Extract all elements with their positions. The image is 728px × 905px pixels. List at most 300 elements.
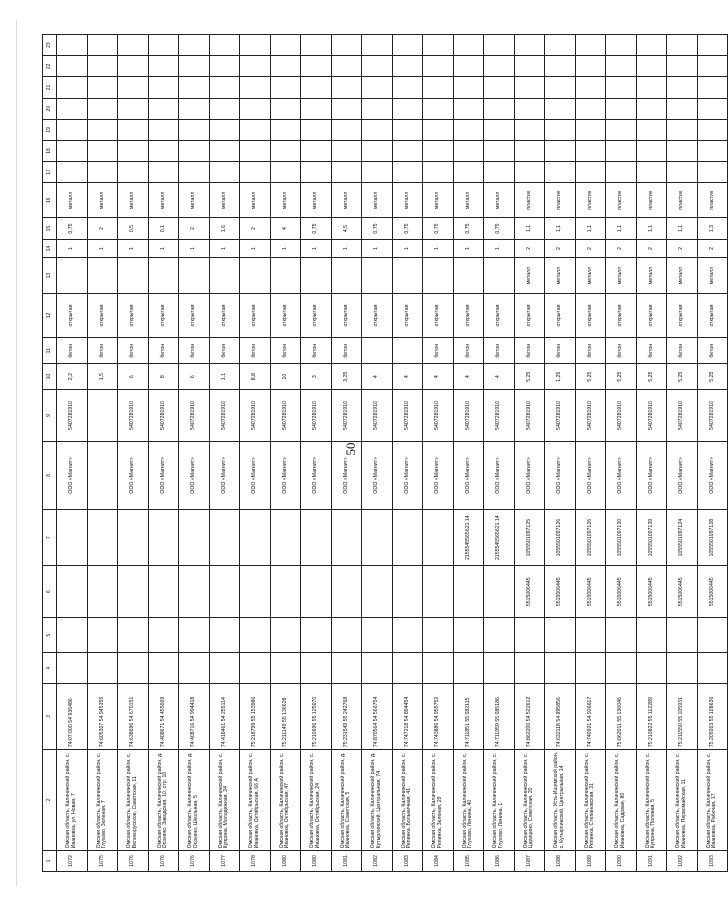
- table-cell: открытая: [545, 293, 576, 338]
- table-cell: [331, 140, 362, 161]
- table-cell: [362, 56, 393, 77]
- table-cell: 2: [240, 218, 271, 239]
- table-cell: [423, 258, 454, 293]
- table-cell: металл: [453, 183, 484, 218]
- table-cell: [423, 119, 454, 140]
- table-cell: открытая: [575, 293, 606, 338]
- table-cell: ООО «Магнит»: [484, 441, 515, 509]
- table-cell: Омская область, Калачинский район, с. Ивановка, Садовая, 80: [606, 749, 637, 850]
- table-cell: [87, 618, 118, 653]
- table-cell: [667, 618, 698, 653]
- table-cell: бетон: [606, 338, 637, 364]
- table-cell: [667, 98, 698, 119]
- table-cell: [270, 566, 301, 618]
- table-cell: [270, 119, 301, 140]
- column-header: 8: [43, 441, 57, 509]
- table-cell: Омская область, Калачинский район, с. Куприна, Молодежная, 24: [209, 749, 240, 850]
- table-cell: [240, 162, 271, 183]
- table-cell: 6: [118, 364, 149, 390]
- table-cell: [392, 338, 423, 364]
- table-cell: металл: [270, 183, 301, 218]
- table-cell: [514, 98, 545, 119]
- column-header: 14: [43, 239, 57, 258]
- table-cell: 5515006445: [697, 566, 728, 618]
- table-cell: [240, 35, 271, 56]
- table-cell: [636, 618, 667, 653]
- table-cell: открытая: [453, 293, 484, 338]
- table-cell: [636, 77, 667, 98]
- table-cell: открытая: [697, 293, 728, 338]
- table-cell: [87, 162, 118, 183]
- table-cell: 1089: [575, 850, 606, 871]
- table-cell: 2: [697, 239, 728, 258]
- table-cell: 1076: [148, 850, 179, 871]
- table-cell: [148, 98, 179, 119]
- table-cell: 3: [301, 364, 332, 390]
- table-cell: металл: [148, 183, 179, 218]
- table-cell: [118, 162, 149, 183]
- table-cell: 5407281910: [484, 390, 515, 442]
- table-cell: открытая: [514, 293, 545, 338]
- table-cell: [484, 77, 515, 98]
- table-cell: бетон: [301, 338, 332, 364]
- table-cell: 2,2: [57, 364, 88, 390]
- table-cell: 1,1: [514, 218, 545, 239]
- table-cell: [514, 653, 545, 684]
- table-cell: Омская область, Калачинский район, с. Ивановка, Октябрьская, 24: [301, 749, 332, 850]
- table-cell: [545, 98, 576, 119]
- table-cell: [240, 566, 271, 618]
- table-cell: 5407281910: [209, 390, 240, 442]
- table-cell: [179, 119, 210, 140]
- table-cell: [423, 653, 454, 684]
- table-cell: [118, 98, 149, 119]
- table-cell: 0,1: [148, 218, 179, 239]
- table-cell: 5407281910: [423, 390, 454, 442]
- table-cell: 1084: [423, 850, 454, 871]
- table-cell: 75:062011 55 136046: [606, 683, 637, 749]
- table-cell: [57, 566, 88, 618]
- table-row: [240, 35, 271, 872]
- table-cell: 4: [423, 364, 454, 390]
- table-cell: ООО «Магнит»: [331, 441, 362, 509]
- table-header-row: [43, 35, 57, 872]
- column-header: 1: [43, 850, 57, 871]
- table-cell: [636, 35, 667, 56]
- column-header: 17: [43, 162, 57, 183]
- table-cell: 0,75: [392, 218, 423, 239]
- table-cell: 1,3: [697, 218, 728, 239]
- table-cell: 1,1: [575, 218, 606, 239]
- table-cell: [209, 258, 240, 293]
- table-cell: бетон: [331, 338, 362, 364]
- table-cell: [57, 162, 88, 183]
- registry-table: [42, 34, 728, 872]
- table-cell: [484, 566, 515, 618]
- table-cell: [87, 56, 118, 77]
- table-cell: [148, 119, 179, 140]
- table-cell: Омская область, Калачинский район, с. Великорусское, Советская, 11: [118, 749, 149, 850]
- table-cell: 1075: [87, 850, 118, 871]
- table-cell: 1055501097130: [606, 509, 637, 565]
- table-cell: Омская область, Калачинский район, с. Ивановка, Октябрьская, 66 А: [240, 749, 271, 850]
- table-cell: бетон: [148, 338, 179, 364]
- table-cell: 1093: [697, 850, 728, 871]
- table-cell: 0,75: [453, 218, 484, 239]
- table-cell: [148, 56, 179, 77]
- table-cell: 4,5: [331, 218, 362, 239]
- table-row: [331, 35, 362, 872]
- table-cell: ООО «Магнит»: [301, 441, 332, 509]
- table-cell: Омская область, Калачинский район, с. Куприна, Полевая, 5: [636, 749, 667, 850]
- table-cell: [606, 653, 637, 684]
- table-cell: 74:408671 54 455069: [148, 683, 179, 749]
- table-cell: [453, 77, 484, 98]
- table-cell: [667, 56, 698, 77]
- table-cell: металл: [606, 258, 637, 293]
- table-cell: Омская область, Калачинский район, с. Репинка, Больничная, 41: [392, 749, 423, 850]
- table-cell: Омская область, Калачинский район, с. Ивановка, Октябрьская, 47: [270, 749, 301, 850]
- table-cell: ООО «Магнит»: [606, 441, 637, 509]
- table-cell: [697, 140, 728, 161]
- table-cell: [514, 35, 545, 56]
- table-cell: металл: [209, 183, 240, 218]
- table-row: [484, 35, 515, 872]
- table-cell: металл: [697, 258, 728, 293]
- table-cell: [545, 35, 576, 56]
- table-cell: [118, 258, 149, 293]
- table-cell: ООО «Магнит»: [148, 441, 179, 509]
- table-cell: [240, 98, 271, 119]
- table-row: [179, 35, 210, 872]
- table-cell: [545, 119, 576, 140]
- table-cell: [87, 258, 118, 293]
- table-cell: [87, 77, 118, 98]
- table-cell: [575, 162, 606, 183]
- table-cell: 5407281910: [636, 390, 667, 442]
- table-cell: [545, 140, 576, 161]
- table-cell: металл: [179, 183, 210, 218]
- table-cell: Омская область, Калачинский район, с. Глухово, Ленина, 1: [484, 749, 515, 850]
- table-cell: [606, 77, 637, 98]
- table-cell: [331, 119, 362, 140]
- table-cell: 2: [87, 218, 118, 239]
- table-cell: [453, 618, 484, 653]
- table-row: [209, 35, 240, 872]
- table-cell: [270, 77, 301, 98]
- table-cell: [209, 509, 240, 565]
- table-cell: [423, 566, 454, 618]
- table-cell: [606, 35, 637, 56]
- table-cell: [667, 77, 698, 98]
- table-cell: [392, 140, 423, 161]
- table-cell: [148, 653, 179, 684]
- table-cell: бетон: [636, 338, 667, 364]
- table-cell: ООО «Магнит»: [392, 441, 423, 509]
- table-row: [148, 35, 179, 872]
- table-cell: [575, 140, 606, 161]
- table-cell: [209, 162, 240, 183]
- table-cell: 0,75: [301, 218, 332, 239]
- table-cell: [301, 618, 332, 653]
- table-cell: [240, 509, 271, 565]
- table-cell: открытая: [606, 293, 637, 338]
- table-cell: [392, 35, 423, 56]
- table-cell: 2155545565621 14: [484, 509, 515, 565]
- table-cell: [514, 618, 545, 653]
- table-cell: [606, 140, 637, 161]
- table-cell: [240, 140, 271, 161]
- table-row: [423, 35, 454, 872]
- table-cell: [575, 618, 606, 653]
- table-cell: 0,75: [484, 218, 515, 239]
- table-cell: [667, 35, 698, 56]
- table-cell: 1: [392, 239, 423, 258]
- table-cell: 5407281910: [392, 390, 423, 442]
- table-cell: [697, 162, 728, 183]
- table-cell: [392, 98, 423, 119]
- table-cell: [697, 618, 728, 653]
- table-cell: ООО «Магнит»: [667, 441, 698, 509]
- table-cell: [484, 56, 515, 77]
- table-cell: 3,25: [331, 364, 362, 390]
- table-cell: металл: [362, 183, 393, 218]
- table-row: [514, 35, 545, 872]
- table-cell: 8: [148, 364, 179, 390]
- table-cell: [362, 162, 393, 183]
- table-cell: открытая: [484, 293, 515, 338]
- table-cell: [179, 509, 210, 565]
- table-cell: [636, 162, 667, 183]
- table-cell: 6: [179, 364, 210, 390]
- table-cell: [362, 119, 393, 140]
- table-cell: [697, 119, 728, 140]
- table-cell: 0,75: [362, 218, 393, 239]
- table-cell: открытая: [667, 293, 698, 338]
- table-cell: [362, 618, 393, 653]
- table-cell: ООО «Магнит»: [362, 441, 393, 509]
- table-cell: бетон: [697, 338, 728, 364]
- table-cell: 5407281910: [514, 390, 545, 442]
- table-cell: [636, 140, 667, 161]
- table-cell: 4: [362, 364, 393, 390]
- table-cell: 74:870564 54 566754: [362, 683, 393, 749]
- table-cell: [362, 77, 393, 98]
- table-cell: [453, 653, 484, 684]
- table-row: [636, 35, 667, 872]
- table-cell: ООО «Магнит»: [240, 441, 271, 509]
- table-cell: [636, 56, 667, 77]
- table-cell: [697, 77, 728, 98]
- table-cell: бетон: [57, 338, 88, 364]
- table-cell: металл: [575, 258, 606, 293]
- table-cell: [179, 56, 210, 77]
- table-cell: [301, 509, 332, 565]
- table-cell: металл: [484, 183, 515, 218]
- table-cell: [575, 98, 606, 119]
- table-cell: 1081: [331, 850, 362, 871]
- table-cell: [331, 77, 362, 98]
- table-cell: [453, 119, 484, 140]
- table-cell: [606, 162, 637, 183]
- table-cell: [301, 77, 332, 98]
- table-cell: [240, 77, 271, 98]
- table-cell: [667, 140, 698, 161]
- table-cell: [575, 56, 606, 77]
- table-row: [545, 35, 576, 872]
- table-cell: ООО «Магнит»: [514, 441, 545, 509]
- table-row: [575, 35, 606, 872]
- table-cell: ООО «Магнит»: [697, 441, 728, 509]
- table-row: [270, 35, 301, 872]
- table-cell: [148, 258, 179, 293]
- table-cell: [423, 140, 454, 161]
- table-cell: [392, 258, 423, 293]
- table-cell: [301, 35, 332, 56]
- table-cell: 1,5: [87, 364, 118, 390]
- table-cell: [179, 140, 210, 161]
- table-cell: [240, 653, 271, 684]
- table-cell: [209, 119, 240, 140]
- table-cell: бетон: [270, 338, 301, 364]
- table-cell: Омская область, Калачинский район, с. Глухово, Зеленая, 7: [87, 749, 118, 850]
- table-cell: [697, 98, 728, 119]
- table-cell: 2: [545, 239, 576, 258]
- table-cell: [179, 566, 210, 618]
- table-cell: [362, 140, 393, 161]
- table-cell: [484, 98, 515, 119]
- table-cell: 1,1: [636, 218, 667, 239]
- table-cell: [87, 390, 118, 442]
- table-row: [118, 35, 149, 872]
- table-cell: 1085: [453, 850, 484, 871]
- table-cell: 4: [270, 218, 301, 239]
- table-cell: 1055501097126: [575, 509, 606, 565]
- table-cell: [697, 56, 728, 77]
- table-cell: 5515006445: [575, 566, 606, 618]
- table-cell: [423, 509, 454, 565]
- table-cell: [301, 653, 332, 684]
- table-cell: 5407281910: [118, 390, 149, 442]
- column-header: 21: [43, 77, 57, 98]
- table-cell: 74:632118 54 995856: [545, 683, 576, 749]
- table-cell: бетон: [87, 338, 118, 364]
- table-cell: открытая: [240, 293, 271, 338]
- table-cell: [87, 119, 118, 140]
- table-cell: [484, 653, 515, 684]
- table-cell: [514, 77, 545, 98]
- column-header: 19: [43, 119, 57, 140]
- table-cell: 5407281910: [575, 390, 606, 442]
- table-cell: 1092: [667, 850, 698, 871]
- table-cell: 1055501097124: [667, 509, 698, 565]
- table-cell: Омская область, Калачинский район, с. Репинка, Степановская, 31: [575, 749, 606, 850]
- table-cell: 5,25: [636, 364, 667, 390]
- table-cell: 5515006445: [667, 566, 698, 618]
- table-cell: 75:209263 55 108636: [697, 683, 728, 749]
- table-cell: [362, 509, 393, 565]
- table-cell: 4: [484, 364, 515, 390]
- table-cell: [545, 618, 576, 653]
- table-cell: [270, 35, 301, 56]
- table-cell: [209, 566, 240, 618]
- table-cell: Омская область, Калачинский район, с. Царицино, Советская, 20: [514, 749, 545, 850]
- table-cell: металл: [240, 183, 271, 218]
- table-cell: открытая: [209, 293, 240, 338]
- table-cell: 1,1: [209, 364, 240, 390]
- table-cell: [667, 162, 698, 183]
- table-cell: [331, 618, 362, 653]
- table-cell: 2: [636, 239, 667, 258]
- table-cell: [484, 162, 515, 183]
- table-cell: 1: [57, 239, 88, 258]
- table-cell: металл: [514, 258, 545, 293]
- table-cell: 5407281910: [362, 390, 393, 442]
- table-cell: [575, 119, 606, 140]
- table-cell: 1: [148, 239, 179, 258]
- table-cell: [270, 56, 301, 77]
- table-cell: 74:638696 54 670151: [118, 683, 149, 749]
- table-cell: [301, 258, 332, 293]
- table-cell: [453, 98, 484, 119]
- table-cell: 74:408716 54 994418: [179, 683, 210, 749]
- rotated-page-content: [42, 34, 718, 872]
- table-cell: 1086: [484, 850, 515, 871]
- table-cell: 5407281910: [697, 390, 728, 442]
- table-cell: [87, 140, 118, 161]
- table-cell: [331, 258, 362, 293]
- table-cell: 75:211550 55 105931: [667, 683, 698, 749]
- table-cell: [57, 35, 88, 56]
- table-cell: 74:743886 54 955752: [423, 683, 454, 749]
- table-cell: [148, 35, 179, 56]
- table-cell: [514, 162, 545, 183]
- table-cell: Омская область, Калачинский район, с. Репинка, Зеленая, 29: [423, 749, 454, 850]
- column-header: 13: [43, 258, 57, 293]
- table-cell: металл: [118, 183, 149, 218]
- table-cell: 5407281910: [545, 390, 576, 442]
- table-cell: 5407281910: [57, 390, 88, 442]
- table-cell: 74:711851 55 082115: [453, 683, 484, 749]
- table-cell: [270, 618, 301, 653]
- table-cell: Омская область, Усть-Ишимский район, с. Кутырлинский, Центральная, 14: [545, 749, 576, 850]
- table-cell: 5407281910: [240, 390, 271, 442]
- table-cell: [636, 119, 667, 140]
- table-cell: [697, 653, 728, 684]
- table-cell: металл: [301, 183, 332, 218]
- table-cell: ООО «Магнит»: [545, 441, 576, 509]
- table-cell: 5515006445: [636, 566, 667, 618]
- table-cell: 5,25: [514, 364, 545, 390]
- table-cell: [423, 618, 454, 653]
- column-header: 12: [43, 293, 57, 338]
- table-cell: 75:218799 55 153986: [240, 683, 271, 749]
- table-cell: [453, 35, 484, 56]
- table-cell: ООО «Магнит»: [636, 441, 667, 509]
- table-cell: 5,25: [697, 364, 728, 390]
- table-cell: [331, 98, 362, 119]
- table-cell: бетон: [209, 338, 240, 364]
- column-header: 9: [43, 390, 57, 442]
- table-cell: 5,25: [575, 364, 606, 390]
- table-cell: ООО «Магнит»: [57, 441, 88, 509]
- table-cell: [270, 258, 301, 293]
- table-cell: 1: [87, 239, 118, 258]
- table-cell: [667, 119, 698, 140]
- table-cell: [57, 140, 88, 161]
- table-cell: открытая: [636, 293, 667, 338]
- table-cell: [57, 618, 88, 653]
